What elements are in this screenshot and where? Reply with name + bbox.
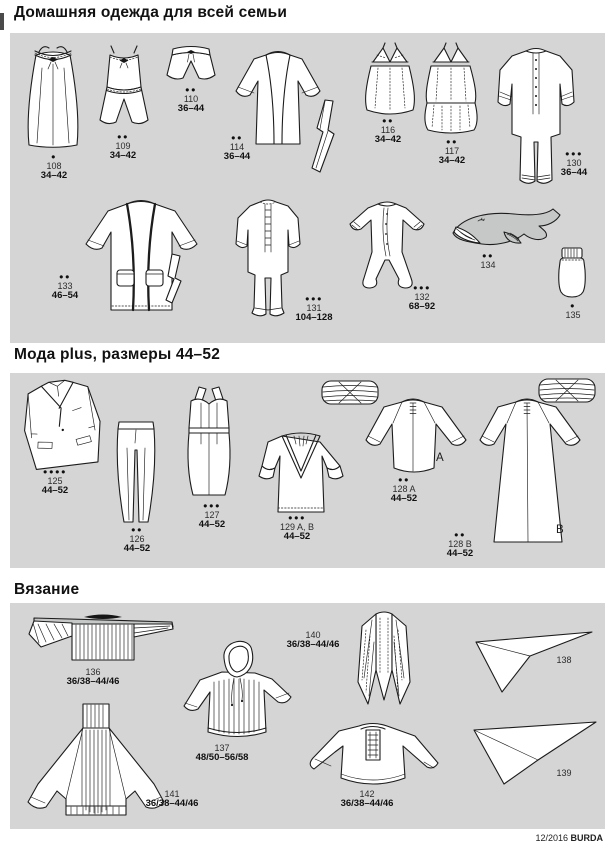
model-number: 132 — [414, 292, 430, 303]
difficulty-dots: ●●●● — [42, 467, 68, 476]
pattern-label-127 — [199, 502, 225, 531]
model-number: 116 — [380, 125, 396, 136]
model-number: 134 — [480, 260, 496, 271]
difficulty-dots: ● — [569, 301, 577, 310]
pattern-label-125 — [42, 468, 68, 497]
garment-133-bathrobe-drawing — [75, 192, 210, 327]
pattern-label-129 — [280, 514, 314, 543]
garment-136-boatneck-sweater-drawing — [26, 610, 176, 666]
model-number: 114 — [229, 142, 245, 153]
model-number: 130 — [566, 158, 582, 169]
pattern-label-136 — [67, 667, 120, 688]
size-range: 36/38–44/46 — [286, 639, 340, 651]
garment-116-babydoll-top-drawing — [362, 42, 418, 118]
difficulty-dots: ●●● — [287, 513, 307, 522]
model-number: 110 — [183, 94, 199, 105]
section-title-plus-fashion: Мода plus, размеры 44–52 — [14, 346, 221, 363]
variant-letter-b: B — [556, 524, 564, 536]
model-number: 127 — [204, 510, 220, 521]
pattern-label-132 — [409, 284, 435, 313]
pattern-label-108 — [41, 153, 67, 182]
pattern-label-135 — [565, 302, 580, 320]
garment-137-hoodie-drawing — [170, 634, 300, 742]
size-range: 34–42 — [40, 170, 68, 182]
garment-138-shawl-drawing — [442, 622, 600, 700]
size-range: 36/38–44/46 — [145, 798, 199, 810]
difficulty-dots: ●● — [481, 251, 495, 260]
pattern-label-109 — [110, 133, 136, 162]
size-range: 44–52 — [41, 485, 69, 497]
difficulty-dots: ●● — [445, 137, 459, 146]
model-number: 131 — [306, 303, 322, 314]
model-number: 135 — [565, 310, 581, 321]
difficulty-dots: ●● — [184, 85, 198, 94]
size-range: 68–92 — [408, 301, 436, 313]
pattern-label-128b — [447, 531, 473, 560]
model-number: 138 — [556, 655, 572, 665]
model-number: 108 — [46, 161, 62, 172]
pattern-label-116 — [375, 117, 401, 146]
pattern-label-133 — [52, 273, 78, 302]
difficulty-dots: ●● — [397, 475, 411, 484]
pattern-label-142 — [341, 789, 394, 810]
garment-110-shorts-drawing — [164, 42, 218, 84]
difficulty-dots: ●● — [58, 272, 72, 281]
pattern-label-138 — [556, 655, 571, 665]
garment-139-shawl-drawing — [448, 714, 600, 790]
pattern-label-139 — [556, 768, 571, 778]
garment-108-nightgown-drawing — [22, 42, 84, 150]
pattern-label-134 — [480, 252, 495, 270]
toy-134-whale-drawing — [448, 208, 566, 254]
size-range: 44–52 — [198, 519, 226, 531]
model-number: 117 — [444, 146, 460, 157]
size-range: 44–52 — [283, 531, 311, 543]
size-range: 34–42 — [109, 150, 137, 162]
pattern-label-131 — [296, 295, 333, 324]
brand-name: BURDA — [570, 833, 603, 843]
size-range: 104–128 — [295, 312, 333, 324]
page-edge-mark — [0, 13, 4, 30]
size-range: 36–44 — [223, 151, 251, 163]
model-number: 139 — [556, 768, 572, 778]
pattern-label-141 — [146, 789, 199, 810]
model-number: 125 — [47, 476, 63, 487]
garment-128b-dress-drawing — [474, 390, 586, 550]
model-number: 129 A, B — [279, 522, 315, 533]
model-number: 109 — [115, 141, 131, 152]
issue-number: 12/2016 — [535, 833, 568, 843]
pattern-label-128a — [391, 476, 417, 505]
size-range: 34–42 — [438, 155, 466, 167]
size-range: 48/50–56/58 — [195, 752, 249, 764]
model-number: 141 — [164, 789, 180, 799]
model-number: 126 — [129, 534, 145, 545]
difficulty-dots: ●● — [116, 132, 130, 141]
pattern-label-130 — [561, 150, 587, 179]
model-number: 137 — [214, 743, 230, 753]
size-range: 46–54 — [51, 290, 79, 302]
difficulty-dots: ●●● — [412, 283, 432, 292]
pattern-label-137 — [196, 743, 249, 764]
pattern-label-114 — [224, 134, 250, 163]
section-title-home-wear: Домашняя одежда для всей семьи — [14, 4, 288, 21]
toy-135-jar-pouf-drawing — [553, 246, 591, 300]
garment-125-blazer-drawing — [13, 371, 112, 476]
difficulty-dots: ●● — [453, 530, 467, 539]
difficulty-dots: ●● — [130, 525, 144, 534]
garment-114-belt-drawing — [308, 98, 342, 176]
section-title-knitting: Вязание — [14, 581, 80, 598]
size-range: 36/38–44/46 — [340, 798, 394, 810]
garment-127-dress-drawing — [180, 382, 238, 502]
difficulty-dots: ●●● — [564, 149, 584, 158]
model-number: 142 — [359, 789, 375, 799]
pattern-label-110 — [178, 86, 204, 115]
size-range: 36–44 — [560, 167, 588, 179]
model-number: 128 B — [448, 539, 472, 550]
pattern-label-126 — [124, 526, 150, 555]
model-number: 128 A — [392, 484, 416, 495]
garment-140-waterfall-vest-drawing — [350, 608, 418, 718]
model-number: 133 — [57, 281, 73, 292]
difficulty-dots: ●● — [381, 116, 395, 125]
size-range: 36/38–44/46 — [66, 676, 120, 688]
garment-126-trousers-drawing — [110, 418, 162, 526]
difficulty-dots: ● — [50, 152, 58, 161]
garment-109-playsuit-drawing — [95, 44, 153, 132]
pattern-label-117 — [439, 138, 465, 167]
garment-128a-top-drawing — [360, 390, 472, 478]
size-range: 44–52 — [390, 493, 418, 505]
difficulty-dots: ●●● — [304, 294, 324, 303]
difficulty-dots: ●●● — [202, 501, 222, 510]
difficulty-dots: ●● — [230, 133, 244, 142]
garment-117-babydoll-dress-drawing — [422, 42, 480, 136]
size-range: 34–42 — [374, 134, 402, 146]
pattern-label-140 — [287, 630, 340, 651]
garment-142-placket-sweater-drawing — [303, 718, 443, 792]
page-footer — [535, 833, 603, 843]
size-range: 44–52 — [123, 543, 151, 555]
model-number: 140 — [305, 630, 321, 640]
model-number: 136 — [85, 667, 101, 677]
size-range: 44–52 — [446, 548, 474, 560]
variant-letter-a: A — [436, 452, 444, 464]
size-range: 36–44 — [177, 103, 205, 115]
garment-129-tunic-drawing — [258, 426, 344, 522]
